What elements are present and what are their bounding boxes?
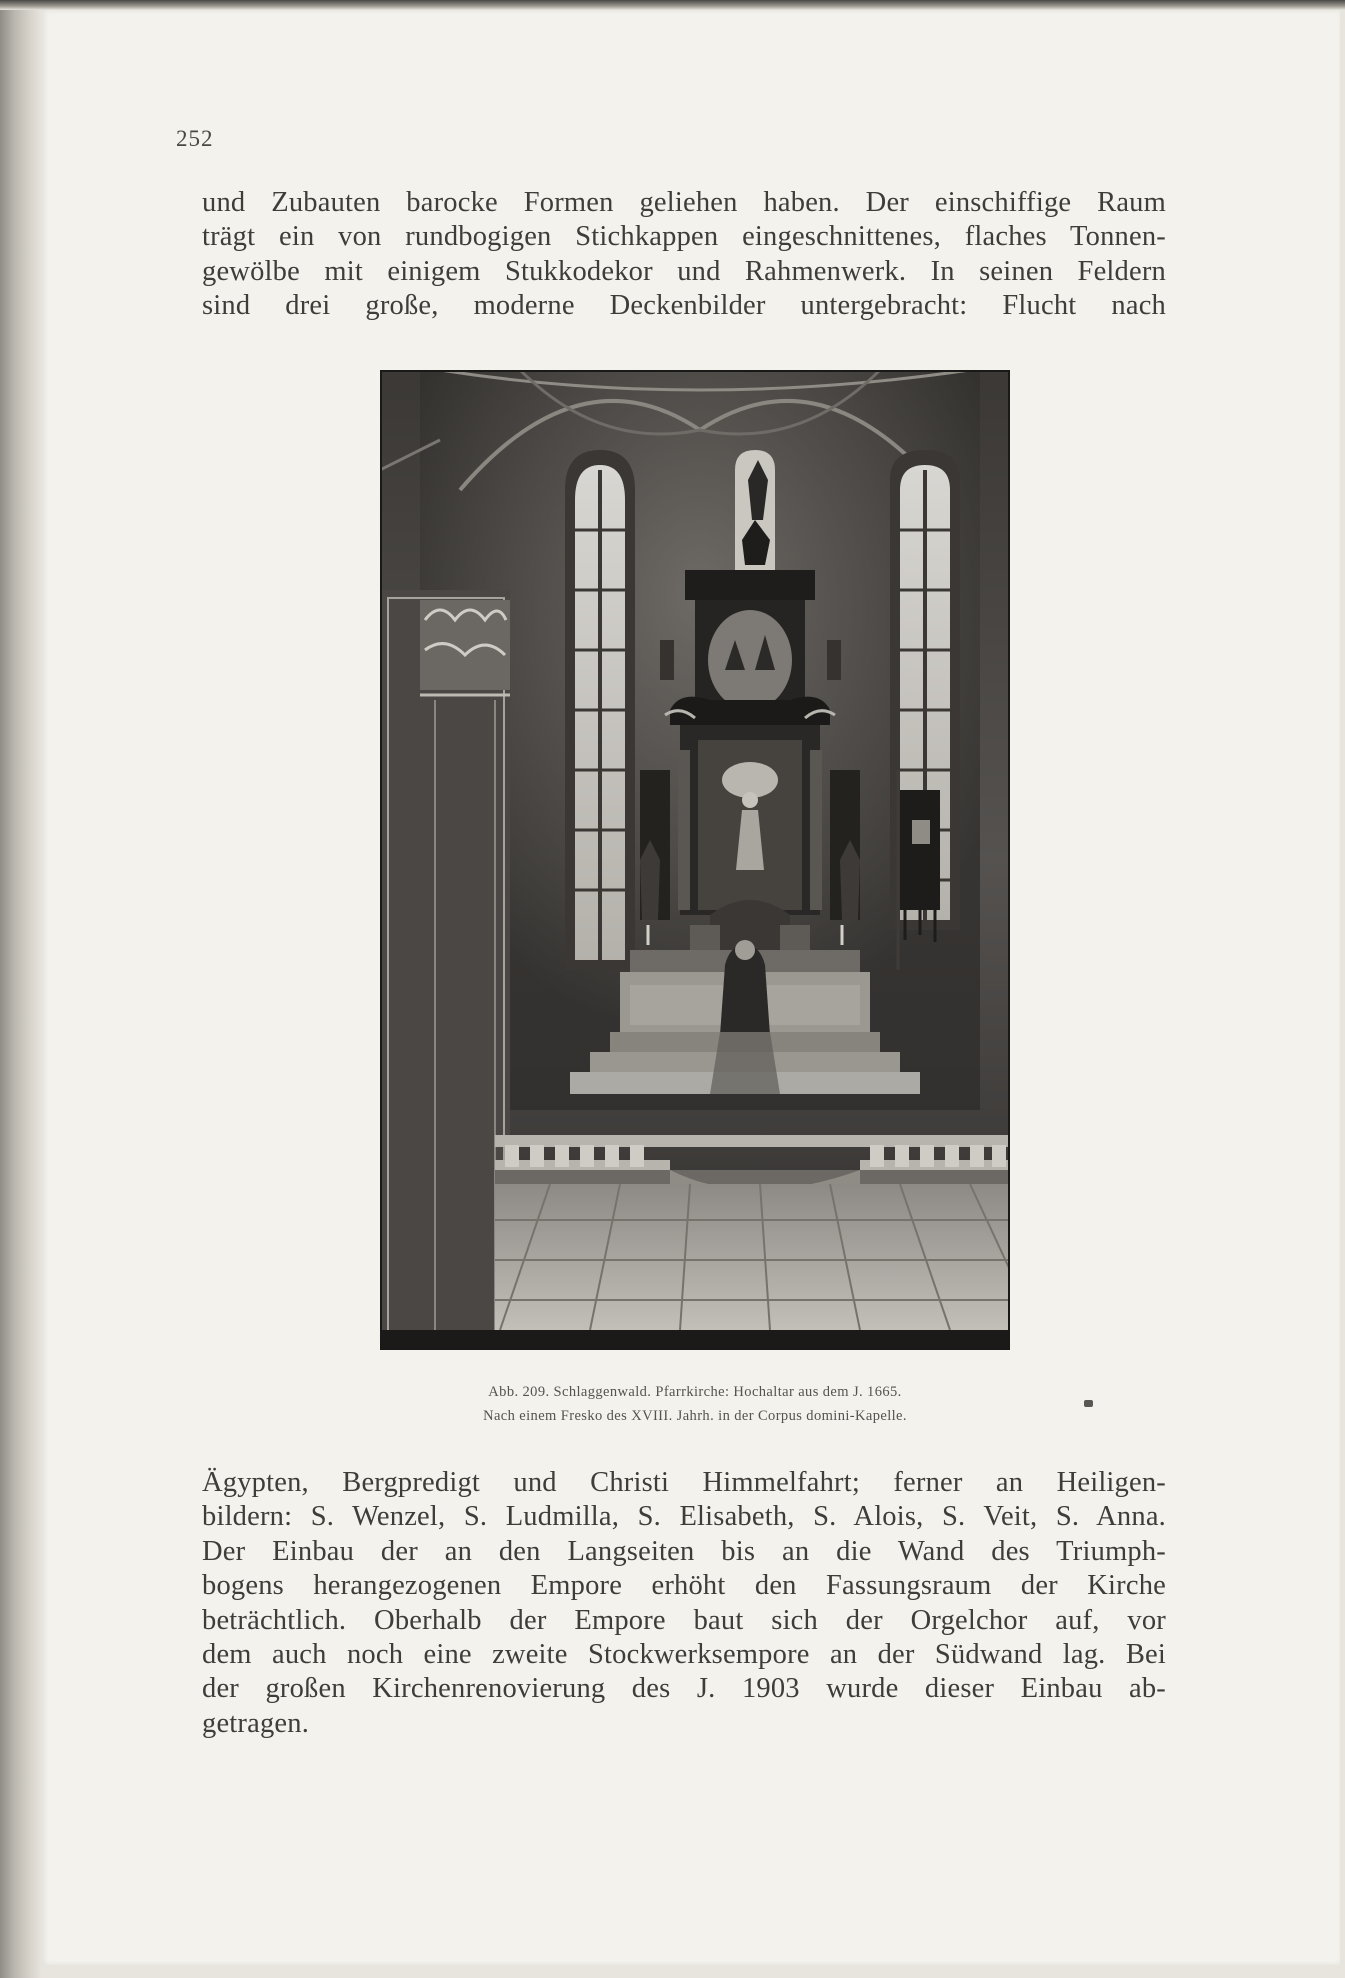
ink-smudge [1084,1400,1093,1407]
caption-line: Abb. 209. Schlaggenwald. Pfarrkirche: Hochaltar aus dem J. 1665. [488,1384,902,1400]
paragraph-top [202,186,1166,324]
altar-illustration [380,370,1010,1350]
text-line: bildern: S. Wenzel, S. Ludmilla, S. Elisabeth, S. Alois, S. Veit, S. Anna. [202,1501,1166,1533]
text-line: bogens herangezogenen Empore erhöht den Fassungsraum der Kirche [202,1570,1166,1602]
page-top-edge [0,0,1345,10]
paragraph-bottom [202,1466,1166,1741]
text-line: beträchtlich. Oberhalb der Empore baut sich der Orgelchor auf, vor [202,1604,1166,1636]
text-line: der großen Kirchenrenovierung des J. 1903 wurde dieser Einbau ab- [202,1673,1166,1705]
text-line: dem auch noch eine zweite Stockwerksempore an der Südwand lag. Bei [202,1639,1166,1671]
book-binding-shadow [0,0,42,1978]
text-line: trägt ein von rundbogigen Stichkappen eingeschnittenes, flaches Tonnen- [202,221,1166,253]
caption-line: Nach einem Fresko des XVIII. Jahrh. in der Corpus domini-Kapelle. [483,1408,907,1424]
page-number: 252 [176,126,214,151]
text-line: sind drei große, moderne Deckenbilder untergebracht: Flucht nach [202,290,1166,322]
text-line: getragen. [202,1707,310,1739]
altar-fresco-photograph [380,370,1010,1350]
text-line: Der Einbau der an den Langseiten bis an die Wand des Triumph- [202,1535,1166,1567]
text-line: und Zubauten barocke Formen geliehen haben. Der einschiffige Raum [202,187,1166,218]
text-line: gewölbe mit einigem Stukkodekor und Rahmenwerk. In seinen Feldern [202,255,1166,287]
figure-caption [360,1380,1030,1428]
text-line: Ägypten, Bergpredigt und Christi Himmelfahrt; ferner an Heiligen- [202,1467,1166,1498]
